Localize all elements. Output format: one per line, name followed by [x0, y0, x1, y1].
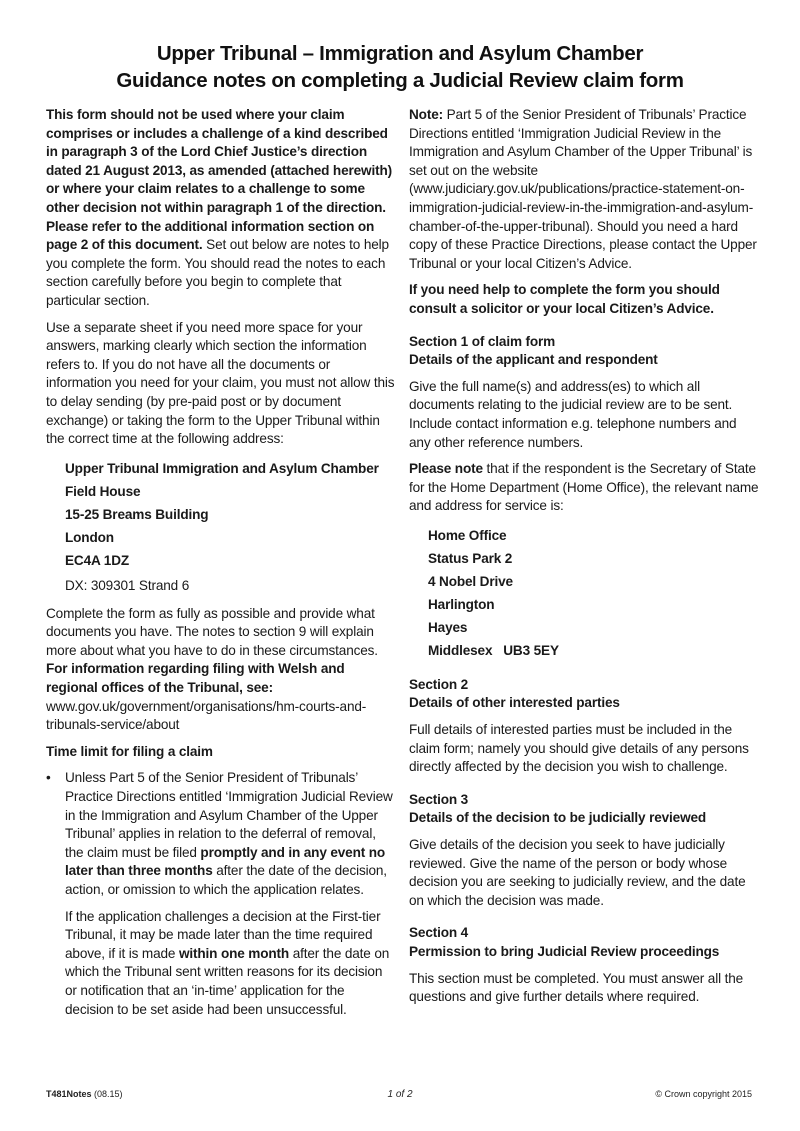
- section-2-body: Full details of interested parties must be included in the claim form; namely you should give details of any persons directly affected by the decision you wish to challenge.: [409, 722, 749, 775]
- section-1-title: Section 1 of claim form: [409, 333, 556, 349]
- bullet-icon: •: [46, 770, 51, 786]
- regional-offices-note: For information regarding filing with Welsh and regional offices of the Tribunal, see:: [46, 661, 345, 696]
- address-line: Harlington: [428, 596, 495, 612]
- note-text: Part 5 of the Senior President of Tribunals’ Practice Directions entitled ‘Immigration Judicial Review in the Immigration and Asylum Chamber of the Upper Tribunal’ is set out on the website (www.judiciary.gov.uk/publications/practice-statement-on-immigration-judicial-review-in-the-immigration-and-asylum-chamber-of-the-upper-tribunal). Should you need a hard copy of these Practice Directions, please contact the Upper Tribunal or your local Citizen’s Advice.: [409, 107, 757, 271]
- first-tier-text-start: If the application challenges a decision at the First-tier Tribunal, it may be made later than the time required above, if it is made: [65, 908, 381, 961]
- copyright-notice: © Crown copyright 2015: [655, 1089, 752, 1099]
- address-line: EC4A 1DZ: [65, 552, 130, 568]
- section-3-title: Section 3: [409, 791, 469, 807]
- first-tier-paragraph: [46, 908, 396, 1020]
- time-limit-heading: Time limit for filing a claim: [46, 743, 213, 759]
- section-1-subtitle: Details of the applicant and respondent: [409, 352, 658, 368]
- please-note-paragraph: [409, 460, 759, 516]
- note-paragraph: [409, 106, 759, 273]
- tribunal-address: [65, 457, 396, 597]
- document-title: [0, 40, 800, 94]
- section-3: [409, 791, 759, 911]
- address-line: 15-25 Breams Building: [65, 506, 209, 522]
- address-line: Hayes: [428, 619, 468, 635]
- please-note-label: Please note: [409, 461, 483, 477]
- help-advice-text: If you need help to complete the form you should consult a solicitor or your local Citizen’s Advice.: [409, 282, 720, 316]
- intro-warning: This form should not be used where your claim comprises or includes a challenge of a kind described in paragraph 3 of the Lord Chief Justice’s direction dated 21 August 2013, as amended (attached herewith) or where your claim relates to a challenge to some other decision not within paragraph 1 of the direction. Please refer to the additional information section on page 2 of this document.: [46, 107, 392, 253]
- section-3-body: Give details of the decision you seek to have judicially reviewed. Give the name of the person or body whose decision you are seeking to judicially review, and the date on which the decision was made.: [409, 837, 746, 908]
- left-column: [46, 106, 396, 1027]
- section-2: [409, 676, 759, 777]
- right-column: [409, 106, 759, 1015]
- please-note-text: that if the respondent is the Secretary of State for the Home Department (Home Office), the relevant name and address for service is:: [409, 461, 759, 514]
- section-2-title: Section 2: [409, 676, 469, 692]
- section-4-body: This section must be completed. You must answer all the questions and give further details where required.: [409, 970, 744, 1005]
- section-4-title: Section 4: [409, 925, 469, 941]
- section-1-heading: [409, 333, 759, 370]
- section-2-heading: [409, 676, 759, 713]
- section-4: [409, 924, 759, 1006]
- help-advice: [409, 281, 759, 318]
- separate-sheet-paragraph: Use a separate sheet if you need more space for your answers, marking clearly which section the information refers to. If you do not have all the documents or information you need for your claim, you must not allow this to delay sending (by pre-paid post or by document exchange) or taking the form to the Upper Tribunal within the correct time at the following address:: [46, 319, 395, 447]
- intro-paragraph: [46, 106, 396, 311]
- intro-text: Set out below are notes to help you complete the form. You should read the notes to each section carefully before you begin to complete that particular section.: [46, 237, 389, 308]
- note-label: Note:: [409, 107, 443, 122]
- form-code: T481Notes: [46, 1089, 92, 1099]
- section-4-heading: [409, 924, 759, 961]
- first-tier-emphasis: within one month: [178, 945, 290, 961]
- bullet-emphasis: promptly and in any event no later than three months: [65, 844, 386, 879]
- complete-form-text: Complete the form as fully as possible and provide what documents you have. The notes to section 9 will explain more about what you have to do in these circumstances.: [46, 605, 378, 658]
- title-line-1: Upper Tribunal – Immigration and Asylum Chamber: [156, 42, 644, 65]
- home-office-address: [428, 524, 759, 662]
- complete-form-paragraph: [46, 605, 396, 735]
- section-4-subtitle: Permission to bring Judicial Review proceedings: [409, 944, 720, 959]
- form-version: (08.15): [91, 1089, 123, 1099]
- section-3-subtitle: Details of the decision to be judicially reviewed: [409, 810, 707, 826]
- address-line: Middlesex UB3 5EY: [428, 642, 559, 658]
- address-line: London: [65, 529, 114, 545]
- page-number: 1 of 2: [387, 1089, 413, 1100]
- address-line: Upper Tribunal Immigration and Asylum Chamber: [65, 460, 379, 476]
- section-1: [409, 333, 759, 662]
- address-line: Field House: [65, 483, 141, 499]
- address-line: 4 Nobel Drive: [428, 573, 513, 589]
- hmcts-link[interactable]: www.gov.uk/government/organisations/hm-courts-and-tribunals-service/about: [46, 698, 367, 733]
- title-line-2: Guidance notes on completing a Judicial Review claim form: [116, 69, 684, 92]
- address-line: Home Office: [428, 527, 507, 543]
- section-1-body: Give the full name(s) and address(es) to which all documents relating to the judicial review are to be sent. Include contact information e.g. telephone numbers and any other reference numbers.: [409, 378, 737, 450]
- section-3-heading: [409, 791, 759, 828]
- time-limit-bullet: [46, 769, 396, 899]
- bullet-text-end: after the date of the decision, action, or omission to which the application relates.: [65, 863, 387, 897]
- section-2-subtitle: Details of other interested parties: [409, 695, 620, 711]
- first-tier-text-end: after the date on which the Tribunal sent written reasons for its decision or notification that an ‘in-time’ application for the decision to be set aside had been unsuccessful.: [65, 945, 390, 1017]
- address-line: Status Park 2: [428, 550, 513, 566]
- bullet-text-start: Unless Part 5 of the Senior President of Tribunals’ Practice Directions entitled ‘Immigration Judicial Review in the Immigration and Asylum Chamber of the Upper Tribunal’ applies in relation to the deferral of removal, the claim must be filed: [65, 770, 393, 860]
- dx-number: DX: 309301 Strand 6: [65, 577, 190, 593]
